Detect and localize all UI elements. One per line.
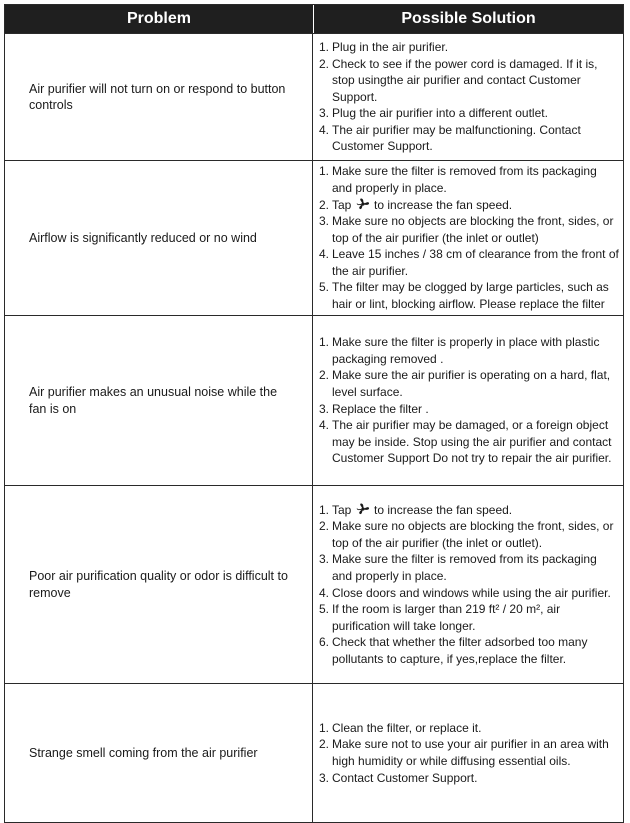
solution-number: 2.: [319, 56, 330, 71]
solution-number: 1.: [319, 164, 330, 179]
solution-item: [319, 770, 619, 787]
problem-text: Strange smell coming from the air purifier: [29, 745, 258, 760]
solution-text: Clean the filter, or replace it.: [332, 720, 482, 735]
solution-text: Replace the filter .: [332, 401, 429, 416]
fan-icon: [356, 198, 370, 210]
solution-item: [319, 56, 619, 106]
table-header: [5, 5, 623, 33]
solution-text-after-icon: to increase the fan speed.: [374, 502, 513, 517]
problem-column-header: Problem: [5, 5, 314, 33]
solution-text: Plug the air purifier into a different outlet.: [332, 106, 548, 121]
problem-cell: [5, 684, 313, 822]
solution-text: Make sure no objects are blocking the front, sides, or top of the air purifier (the inlet or outlet): [332, 214, 614, 245]
solution-text: Make sure the filter is removed from its packaging and properly in place.: [332, 552, 597, 583]
solution-item: [319, 634, 619, 667]
solution-text: Make sure not to use your air purifier in an area with high humidity or while diffusing essential oils.: [332, 737, 609, 768]
solution-item: [319, 163, 619, 196]
solution-number: 2.: [319, 737, 330, 752]
solution-number: 6.: [319, 635, 330, 650]
solution-text: Make sure the filter is removed from its packaging and properly in place.: [332, 164, 597, 195]
solution-number: 1.: [319, 502, 330, 517]
solution-item: [319, 334, 619, 367]
problem-cell: [5, 486, 313, 683]
solution-cell: [313, 34, 623, 160]
solution-item: [319, 736, 619, 769]
fan-icon: [356, 503, 370, 515]
solution-item: [319, 585, 619, 602]
solution-cell: [313, 316, 623, 485]
solution-text: [332, 502, 619, 519]
solution-number: 3.: [319, 770, 330, 785]
solution-number: 2.: [319, 368, 330, 383]
solution-number: 5.: [319, 280, 330, 295]
solution-item: [319, 367, 619, 400]
solution-text: Contact Customer Support.: [332, 770, 478, 785]
problem-cell: [5, 316, 313, 485]
table-row: [5, 160, 623, 315]
solution-number: 3.: [319, 214, 330, 229]
solution-number: 1.: [319, 335, 330, 350]
solution-cell: [313, 684, 623, 822]
table-row: [5, 33, 623, 160]
solution-number: 4.: [319, 247, 330, 262]
solution-text: Make sure the air purifier is operating on a hard, flat, level surface.: [332, 368, 611, 399]
solution-number: 3.: [319, 401, 330, 416]
solution-item: [319, 601, 619, 634]
solution-number: 4.: [319, 585, 330, 600]
problem-cell: [5, 34, 313, 160]
solution-item: [319, 246, 619, 279]
solution-text: Check that whether the filter adsorbed too many pollutants to capture, if yes,replace the filter.: [332, 635, 588, 666]
solution-number: 1.: [319, 39, 330, 54]
solution-number: 5.: [319, 602, 330, 617]
solution-text: [332, 197, 619, 214]
solution-item: [319, 39, 619, 56]
solution-item: [319, 401, 619, 418]
table-row: [5, 485, 623, 683]
solution-item: [319, 122, 619, 155]
solution-text: Leave 15 inches / 38 cm of clearance from the front of the air purifier.: [332, 247, 619, 278]
table-row: [5, 315, 623, 485]
solution-item: [319, 417, 619, 467]
solution-text: Make sure no objects are blocking the front, sides, or top of the air purifier (the inlet or outlet).: [332, 519, 614, 550]
solution-cell: [313, 161, 623, 315]
table-body: [5, 33, 623, 822]
solution-number: 3.: [319, 106, 330, 121]
problem-cell: [5, 161, 313, 315]
problem-text: Air purifier will not turn on or respond to button controls: [29, 81, 286, 112]
solution-text: The air purifier may be damaged, or a foreign object may be inside. Stop using the air purifier and contact Customer Support Do not try to repair the air purifier.: [332, 418, 612, 466]
solution-item: [319, 518, 619, 551]
table-row: [5, 683, 623, 822]
solution-cell: [313, 486, 623, 683]
solution-item: [319, 279, 619, 312]
solution-number: 2.: [319, 197, 330, 212]
troubleshooting-table: [4, 4, 624, 823]
solution-item: [319, 551, 619, 584]
solution-number: 3.: [319, 552, 330, 567]
solution-text: The air purifier may be malfunctioning. Contact Customer Support.: [332, 122, 581, 154]
solution-text: If the room is larger than 219 ft² / 20 m², air purification will take longer.: [332, 602, 561, 633]
solution-text-before-icon: Tap: [332, 502, 352, 517]
solution-item: [319, 502, 619, 519]
solution-text: Plug in the air purifier.: [332, 39, 449, 54]
solution-text: The filter may be clogged by large particles, such as hair or lint, blocking airflow. Please replace the filter: [332, 280, 609, 312]
solution-number: 2.: [319, 519, 330, 534]
solution-text-before-icon: Tap: [332, 197, 352, 212]
problem-text: Airflow is significantly reduced or no wind: [29, 230, 257, 245]
solution-number: 4.: [319, 122, 330, 137]
solution-item: [319, 213, 619, 246]
problem-text: Air purifier makes an unusual noise while the fan is on: [29, 385, 278, 416]
solution-number: 1.: [319, 720, 330, 735]
problem-text: Poor air purification quality or odor is difficult to remove: [29, 569, 288, 600]
solution-text: Check to see if the power cord is damaged. If it is, stop usingthe air purifier and contact Customer Support.: [332, 56, 598, 104]
solution-column-header: Possible Solution: [401, 10, 536, 27]
solution-item: [319, 105, 619, 122]
solution-item: [319, 720, 619, 737]
solution-item: [319, 197, 619, 214]
solution-text: Make sure the filter is properly in place with plastic packaging removed .: [332, 335, 600, 366]
solution-text-after-icon: to increase the fan speed.: [374, 197, 513, 212]
solution-number: 4.: [319, 418, 330, 433]
solution-text: Close doors and windows while using the air purifier.: [332, 585, 611, 600]
